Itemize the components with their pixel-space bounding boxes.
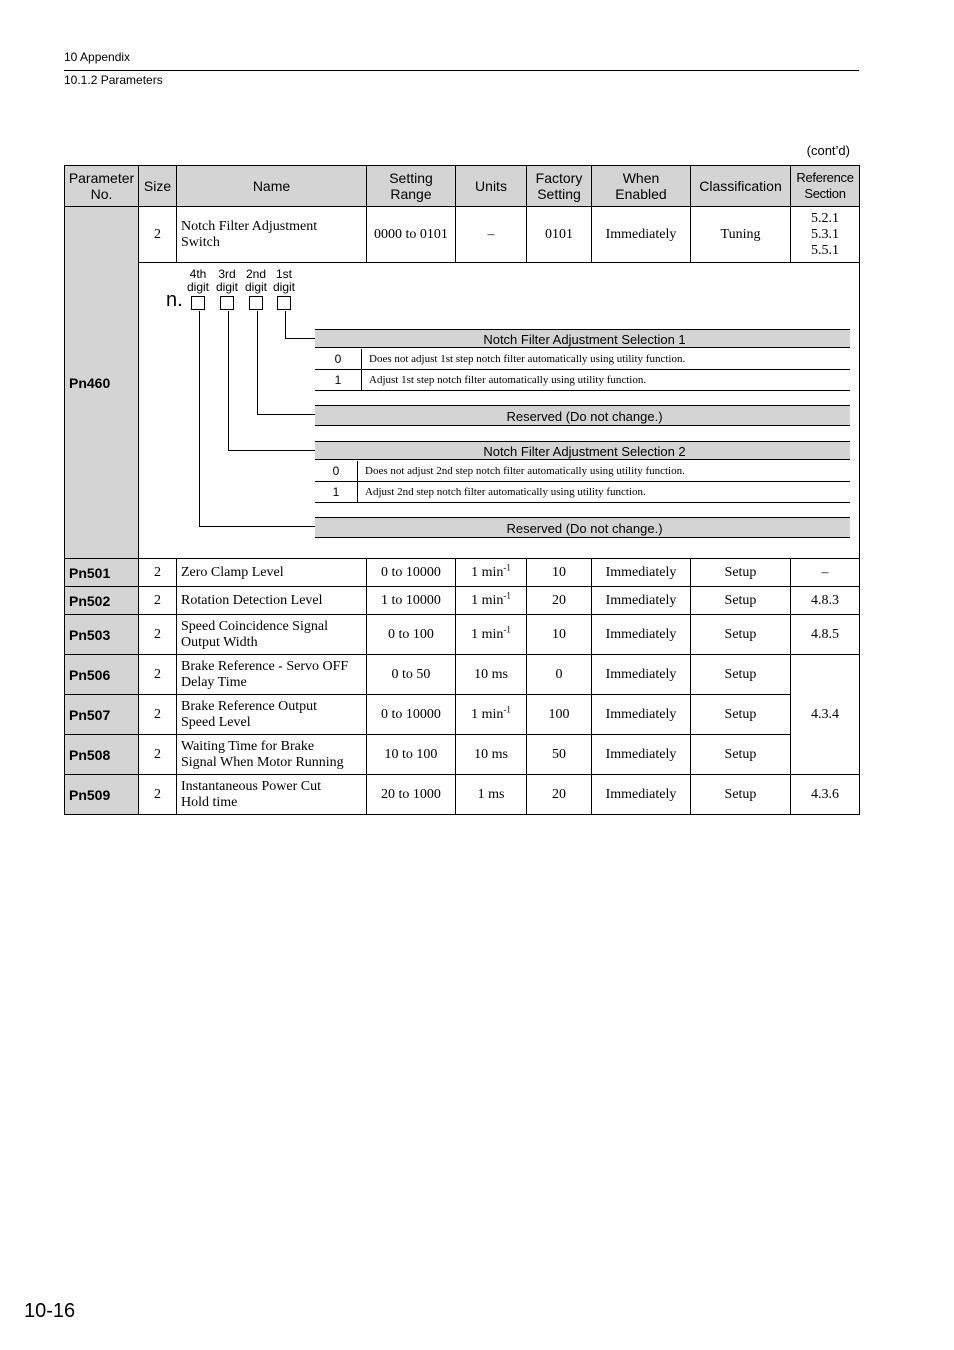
classification-cell: Setup bbox=[691, 735, 791, 775]
size-cell: 2 bbox=[139, 655, 177, 695]
enabled-cell: Immediately bbox=[592, 587, 691, 615]
table-row bbox=[65, 695, 860, 735]
classification-cell: Setup bbox=[691, 559, 791, 587]
enabled-cell: Immediately bbox=[592, 775, 691, 815]
connector-4th bbox=[199, 311, 200, 526]
digit-prefix: n. bbox=[166, 289, 183, 311]
header-reference-section: Reference Section bbox=[791, 166, 860, 207]
reference-cell: – bbox=[791, 559, 860, 587]
selection-1-title: Notch Filter Adjustment Selection 1 bbox=[315, 329, 850, 348]
selection-1-option: 1 Adjust 1st step notch filter automatically using utility function. bbox=[315, 370, 850, 391]
name-cell: Rotation Detection Level bbox=[177, 587, 367, 615]
units-cell: – bbox=[456, 207, 527, 263]
units-cell: 10 ms bbox=[456, 735, 527, 775]
header-rule bbox=[64, 70, 859, 71]
name-cell: Waiting Time for Brake Signal When Motor Running bbox=[177, 735, 367, 775]
range-cell: 0 to 100 bbox=[367, 615, 456, 655]
classification-cell: Setup bbox=[691, 587, 791, 615]
size-cell: 2 bbox=[139, 775, 177, 815]
factory-cell: 10 bbox=[527, 615, 592, 655]
connector-2nd-h bbox=[257, 414, 315, 415]
factory-cell: 20 bbox=[527, 587, 592, 615]
param-cell: Pn509 bbox=[65, 775, 139, 815]
reference-cell: 5.2.1 5.3.1 5.5.1 bbox=[791, 207, 860, 263]
page-number: 10-16 bbox=[24, 1300, 76, 1322]
param-cell: Pn501 bbox=[65, 559, 139, 587]
reference-cell: 4.8.3 bbox=[791, 587, 860, 615]
continued-label: (cont’d) bbox=[806, 143, 850, 158]
header-factory-setting: Factory Setting bbox=[527, 166, 592, 207]
header-units: Units bbox=[456, 166, 527, 207]
classification-cell: Setup bbox=[691, 655, 791, 695]
size-cell: 2 bbox=[139, 695, 177, 735]
enabled-cell: Immediately bbox=[592, 735, 691, 775]
table-row bbox=[65, 735, 860, 775]
section-header: 10.1.2 Parameters bbox=[64, 73, 163, 87]
size-cell: 2 bbox=[139, 587, 177, 615]
size-cell: 2 bbox=[139, 207, 177, 263]
digit-box-4th bbox=[191, 296, 205, 310]
range-cell: 0 to 10000 bbox=[367, 559, 456, 587]
enabled-cell: Immediately bbox=[592, 615, 691, 655]
units-cell: 1 ms bbox=[456, 775, 527, 815]
reference-cell: 4.3.4 bbox=[791, 655, 860, 775]
selection-2-title: Notch Filter Adjustment Selection 2 bbox=[315, 441, 850, 460]
param-cell: Pn503 bbox=[65, 615, 139, 655]
param-cell: Pn502 bbox=[65, 587, 139, 615]
digit-label-1st: 1st digit bbox=[272, 267, 295, 294]
name-cell: Brake Reference Output Speed Level bbox=[177, 695, 367, 735]
connector-4th-h bbox=[199, 526, 315, 527]
digit-label-4th: 4th digit bbox=[186, 267, 209, 294]
size-cell: 2 bbox=[139, 615, 177, 655]
connector-3rd-h bbox=[228, 450, 315, 451]
digit-box-2nd bbox=[249, 296, 263, 310]
units-cell: 10 ms bbox=[456, 655, 527, 695]
digit-diagram-row bbox=[65, 263, 860, 559]
units-cell: 1 $\min^{-1}$ bbox=[456, 615, 527, 655]
header-classification: Classification bbox=[691, 166, 791, 207]
table-row bbox=[65, 615, 860, 655]
parameter-table bbox=[64, 165, 860, 815]
digit-label-3rd: 3rd digit bbox=[215, 267, 238, 294]
selection-1-option: 0 Does not adjust 1st step notch filter automatically using utility function. bbox=[315, 349, 850, 370]
name-cell: Speed Coincidence Signal Output Width bbox=[177, 615, 367, 655]
connector-1st bbox=[285, 311, 286, 338]
table-header-row bbox=[65, 166, 860, 207]
table-row bbox=[65, 655, 860, 695]
factory-cell: 50 bbox=[527, 735, 592, 775]
connector-2nd bbox=[257, 311, 258, 414]
range-cell: 1 to 10000 bbox=[367, 587, 456, 615]
reference-cell: 4.8.5 bbox=[791, 615, 860, 655]
units-cell: 1 $\min^{-1}$ bbox=[456, 695, 527, 735]
units-cell: 1 $\min^{-1}$ bbox=[456, 587, 527, 615]
name-cell: Zero Clamp Level bbox=[177, 559, 367, 587]
digit-label-2nd: 2nd digit bbox=[244, 267, 267, 294]
size-cell: 2 bbox=[139, 559, 177, 587]
name-cell: Notch Filter Adjustment Switch bbox=[177, 207, 367, 263]
name-cell: Brake Reference - Servo OFF Delay Time bbox=[177, 655, 367, 695]
header-setting-range: Setting Range bbox=[367, 166, 456, 207]
classification-cell: Setup bbox=[691, 695, 791, 735]
connector-3rd bbox=[228, 311, 229, 450]
factory-cell: 10 bbox=[527, 559, 592, 587]
reserved-digit-2: Reserved (Do not change.) bbox=[315, 405, 850, 426]
enabled-cell: Immediately bbox=[592, 655, 691, 695]
factory-cell: 20 bbox=[527, 775, 592, 815]
classification-cell: Setup bbox=[691, 775, 791, 815]
reference-cell: 4.3.6 bbox=[791, 775, 860, 815]
selection-2-option: 0 Does not adjust 2nd step notch filter automatically using utility function. bbox=[315, 461, 850, 482]
table-row bbox=[65, 559, 860, 587]
header-size: Size bbox=[139, 166, 177, 207]
classification-cell: Setup bbox=[691, 615, 791, 655]
param-cell: Pn506 bbox=[65, 655, 139, 695]
table-row bbox=[65, 207, 860, 263]
param-cell-pn460: Pn460 bbox=[65, 207, 139, 559]
units-cell: 1 $\min^{-1}$ bbox=[456, 559, 527, 587]
header-param-no: Parameter No. bbox=[65, 166, 139, 207]
table-row bbox=[65, 587, 860, 615]
enabled-cell: Immediately bbox=[592, 695, 691, 735]
digit-box-1st bbox=[277, 296, 291, 310]
digit-diagram bbox=[139, 263, 859, 558]
table-row bbox=[65, 775, 860, 815]
selection-2-option: 1 Adjust 2nd step notch filter automatically using utility function. bbox=[315, 482, 850, 503]
chapter-header: 10 Appendix bbox=[64, 50, 131, 64]
digit-box-3rd bbox=[220, 296, 234, 310]
size-cell: 2 bbox=[139, 735, 177, 775]
digit-diagram-cell bbox=[139, 263, 860, 559]
factory-cell: 100 bbox=[527, 695, 592, 735]
range-cell: 0000 to 0101 bbox=[367, 207, 456, 263]
factory-cell: 0 bbox=[527, 655, 592, 695]
header-when-enabled: When Enabled bbox=[592, 166, 691, 207]
range-cell: 0 to 10000 bbox=[367, 695, 456, 735]
param-cell: Pn508 bbox=[65, 735, 139, 775]
header-name: Name bbox=[177, 166, 367, 207]
reserved-digit-4: Reserved (Do not change.) bbox=[315, 517, 850, 538]
classification-cell: Tuning bbox=[691, 207, 791, 263]
enabled-cell: Immediately bbox=[592, 559, 691, 587]
name-cell: Instantaneous Power Cut Hold time bbox=[177, 775, 367, 815]
range-cell: 20 to 1000 bbox=[367, 775, 456, 815]
factory-cell: 0101 bbox=[527, 207, 592, 263]
connector-1st-h bbox=[285, 338, 315, 339]
param-cell: Pn507 bbox=[65, 695, 139, 735]
range-cell: 10 to 100 bbox=[367, 735, 456, 775]
enabled-cell: Immediately bbox=[592, 207, 691, 263]
range-cell: 0 to 50 bbox=[367, 655, 456, 695]
